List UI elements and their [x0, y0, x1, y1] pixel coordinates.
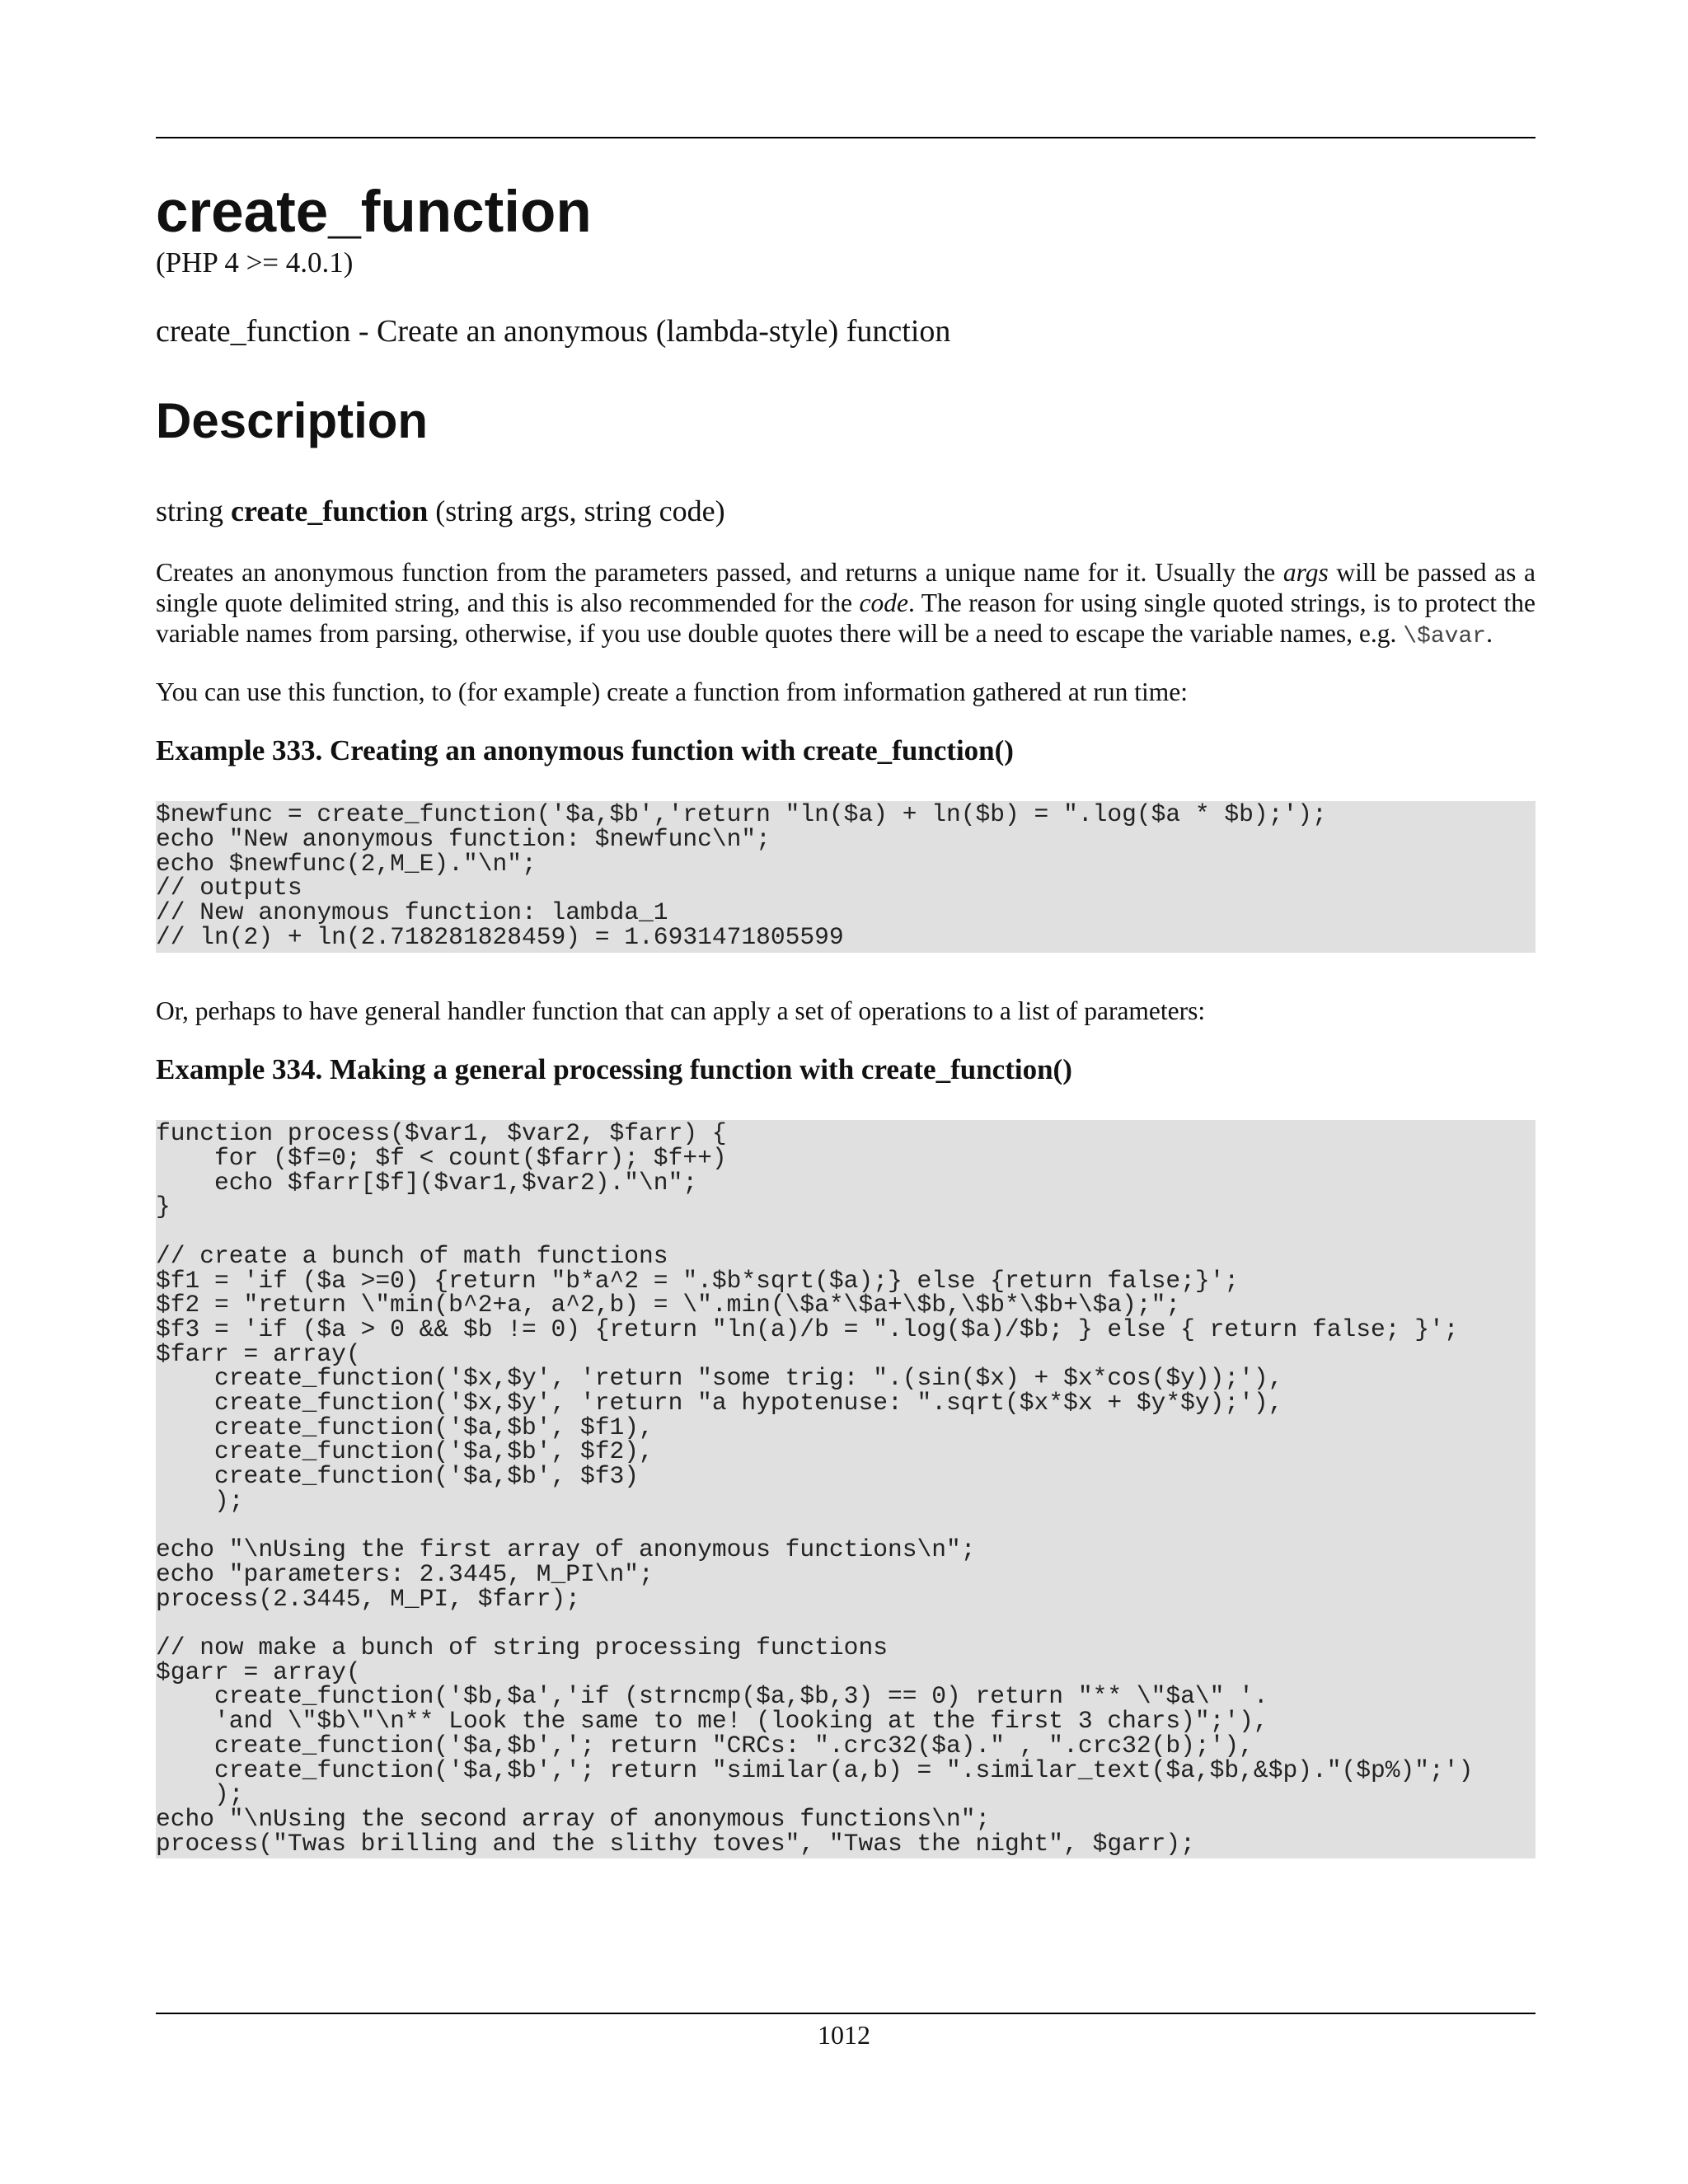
example-334-code: function process($var1, $var2, $farr) { for ($f=0; $f < count($farr); $f++) echo $farr[$f]($var1,$var2)."\n"; } // create a bunch of math functions $f1 = 'if ($a >=0) {return "b*a^2 = ".$b*sqrt($a);} else {return false;}'; $f2 = "return \"min(b^2+a, a^2,b) = \".min(\$a*\$a+\$b,\$b*\$b+\$a);"; $f3 = 'if ($a > 0 && $b != 0) {return "ln(a)/b = ".log($a)/$b; } else { return false; }'; $farr = array( create_function('$x,$y', 'return "some trig: ".(sin($x) + $x*cos($y));'), create_function('$x,$y', 'return "a hypotenuse: ".sqrt($x*$x + $y*$y);'), create_function('$a,$b', $f1), create_function('$a,$b', $f2), create_function('$a,$b', $f3) ); echo "\nUsing the first array of anonymous functions\n"; echo "parameters: 2.3445, M_PI\n"; process(2.3445, M_PI, $farr); // now make a bunch of string processing functions $garr = array( create_function('$b,$a','if (strncmp($a,$b,3) == 0) return "** \"$a\" '. 'and \"$b\"\n** Look the same to me! (looking at the first 3 chars)";'), create_function('$a,$b','; return "CRCs: ".crc32($a)." , ".crc32(b);'), create_function('$a,$b','; return "similar(a,b) = ".similar_text($a,$b,&$p)."($p%)";') ); echo "\nUsing the second array of anonymous functions\n"; process("Twas brilling and the slithy toves", "Twas the night", $garr);: [156, 1120, 1536, 1858]
synopsis-function-name: create_function: [231, 494, 429, 528]
usage-paragraph: You can use this function, to (for example) create a function from information gathered at run time:: [156, 677, 1189, 707]
synopsis-params: (string args, string code): [435, 494, 725, 528]
synopsis-return-type: string: [156, 494, 224, 528]
header-rule: [156, 137, 1536, 138]
page-number: 1012: [818, 2020, 870, 2050]
paragraph1-part4: .: [1486, 619, 1493, 649]
footer-rule: [156, 2013, 1536, 2014]
function-synopsis: [156, 494, 1536, 529]
paragraph1-part2: will be passed as a single quote delimited string, and this is also recommended for the: [156, 558, 1536, 618]
page-content: [156, 180, 1536, 1858]
page-title: create_function: [156, 180, 592, 245]
section-heading: Description: [156, 393, 429, 449]
handler-paragraph: Or, perhaps to have general handler function that can apply a set of operations to a list of parameters:: [156, 996, 1206, 1026]
paragraph1-part3: . The reason for using single quoted strings, is to protect the variable names from parsing, otherwise, if you use double quotes there will be a need to escape the variable names, e.g.: [156, 588, 1536, 649]
refname-line: create_function - Create an anonymous (lambda-style) function: [156, 313, 951, 349]
code-emphasis: code: [859, 588, 908, 618]
example-333-code: $newfunc = create_function('$a,$b','return "ln($a) + ln($b) = ".log($a * $b);'); echo "New anonymous function: $newfunc\n"; echo $newfunc(2,M_E)."\n"; // outputs // New anonymous function: lambda_1 // ln(2) + ln(2.718281828459) = 1.6931471805599: [156, 801, 1536, 953]
description-paragraph: [156, 557, 1536, 652]
args-emphasis: args: [1282, 558, 1329, 588]
version-info: (PHP 4 >= 4.0.1): [156, 246, 354, 279]
example-333-title: Example 333. Creating an anonymous function with create_function(): [156, 734, 1014, 767]
inline-code-sample: \$avar: [1403, 624, 1487, 650]
example-334-title: Example 334. Making a general processing function with create_function(): [156, 1053, 1072, 1086]
paragraph1-part1: Creates an anonymous function from the parameters passed, and returns a unique name for it. Usually the: [156, 558, 1283, 588]
